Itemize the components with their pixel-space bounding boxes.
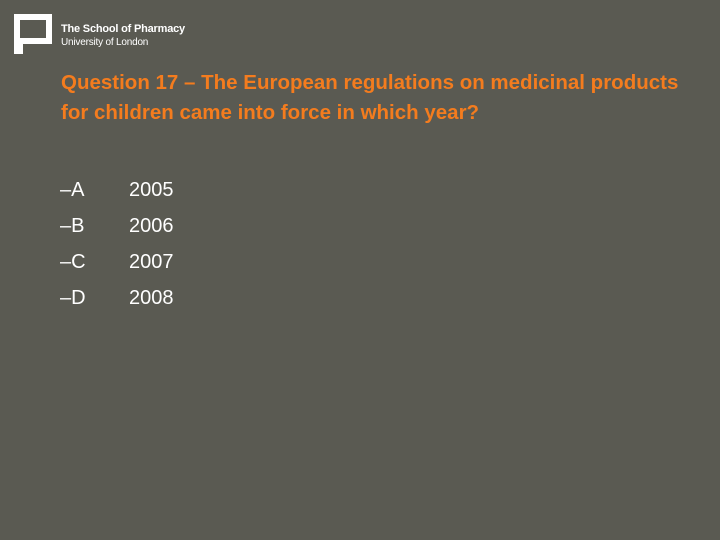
answer-year: 2006 bbox=[129, 215, 174, 237]
answer-letter: –D bbox=[60, 287, 86, 309]
answer-option-a bbox=[60, 172, 260, 208]
answer-year: 2008 bbox=[129, 287, 174, 309]
answer-option-b bbox=[60, 208, 260, 244]
answer-list bbox=[60, 172, 260, 316]
answer-year: 2007 bbox=[129, 251, 174, 273]
school-of-pharmacy-logo-icon bbox=[14, 14, 52, 54]
answer-letter: –C bbox=[60, 251, 86, 273]
brand-text bbox=[61, 23, 185, 49]
answer-letter: –B bbox=[60, 215, 85, 237]
answer-letter: –A bbox=[60, 179, 85, 201]
answer-year: 2005 bbox=[129, 179, 174, 201]
question-title: Question 17 – The European regulations on medicinal products for children came into force in which year? bbox=[61, 71, 679, 124]
university-name: University of London bbox=[61, 37, 149, 48]
school-name: The School of Pharmacy bbox=[61, 23, 185, 35]
answer-option-d bbox=[60, 280, 260, 316]
answer-option-c bbox=[60, 244, 260, 280]
